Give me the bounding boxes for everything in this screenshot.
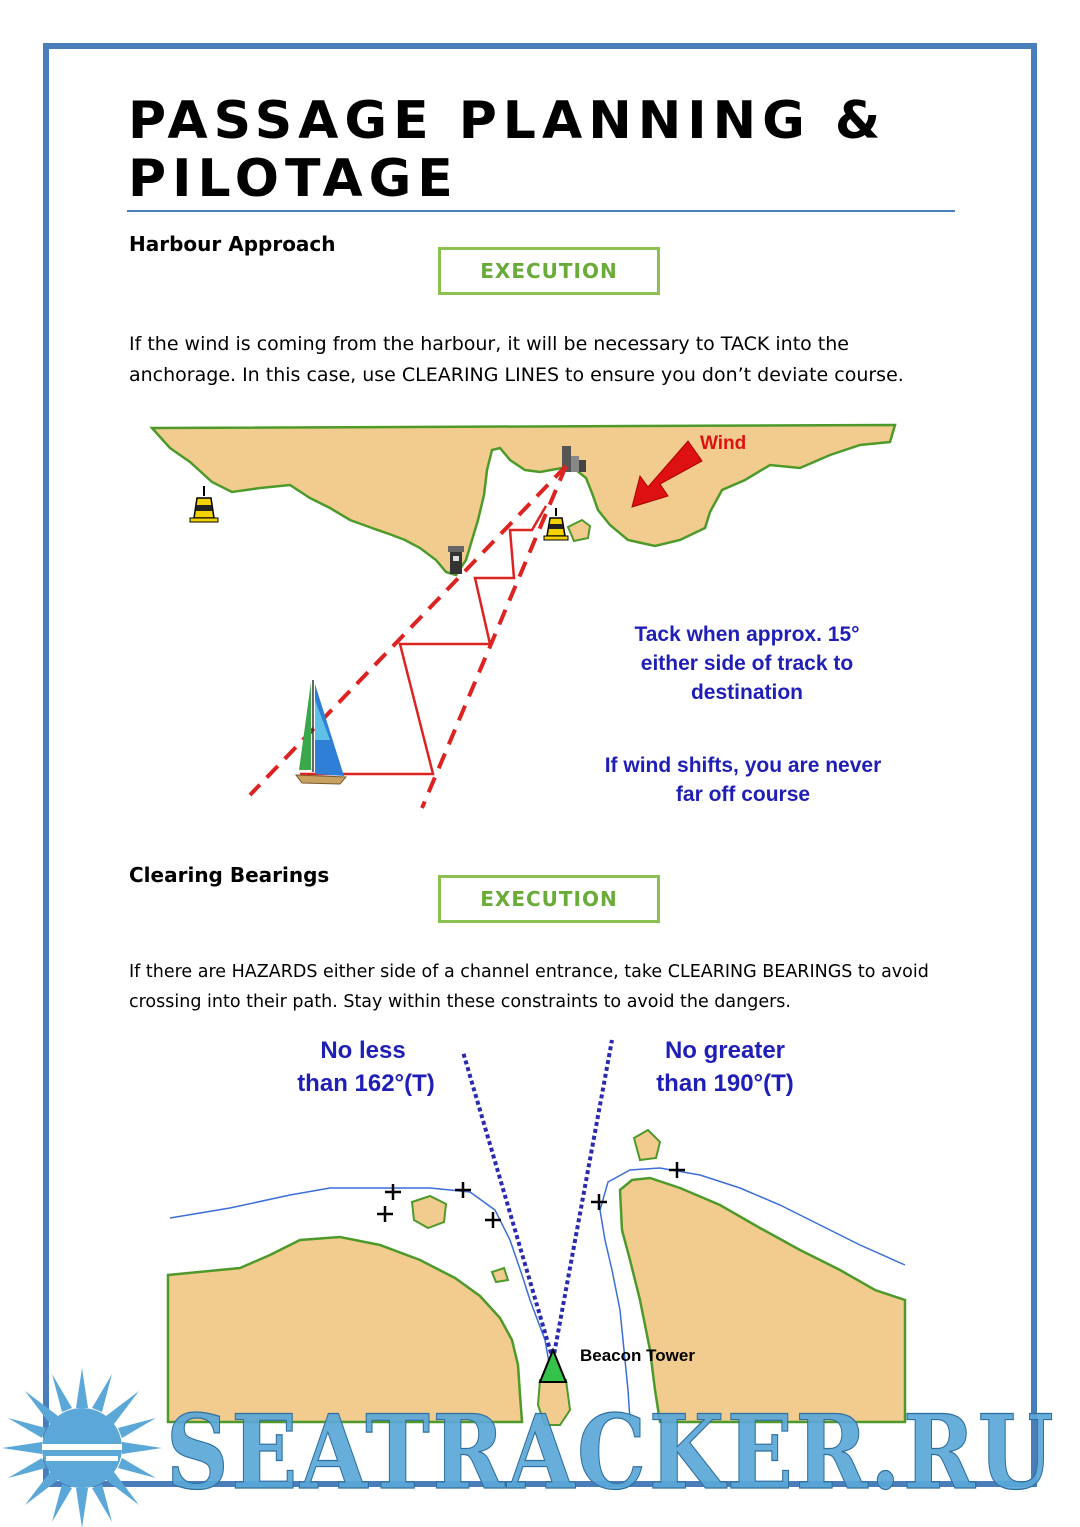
tack-note-line3: destination <box>690 681 804 704</box>
clearing-bearings-paragraph: If there are HAZARDS either side of a channel entrance, take CLEARING BEARINGS to avoid crossing into their path. Stay within these constraints to avoid the dangers. <box>129 962 929 1012</box>
sun-logo-icon <box>2 1368 162 1527</box>
hazard-rock <box>492 1268 508 1282</box>
tack-note-line2: either side of track to <box>640 652 854 675</box>
hazard-rock <box>634 1130 660 1160</box>
harbour-coastline <box>152 425 895 575</box>
harbour-islet <box>568 520 590 541</box>
bearing-162-label-line1: No less <box>320 1037 406 1064</box>
bearing-162-label-line2: than 162°(T) <box>297 1070 435 1097</box>
bearing-190-label-line2: than 190°(T) <box>656 1070 794 1097</box>
hazard-rock <box>412 1196 446 1228</box>
buoy-icon <box>190 486 218 522</box>
lighthouse-icon <box>448 546 464 574</box>
harbour-diagram <box>152 425 895 808</box>
watermark-text: SEATRACKER.RU <box>166 1393 1056 1513</box>
bearing-190-label-line1: No greater <box>664 1037 786 1064</box>
wind-shift-note-line1: If wind shifts, you are never <box>604 754 882 777</box>
buoy-icon <box>544 508 568 540</box>
wind-label: Wind <box>700 433 747 454</box>
beacon-tower-label: Beacon Tower <box>580 1346 695 1365</box>
clearing-bearings-heading: Clearing Bearings <box>129 863 330 887</box>
watermark <box>0 1360 1080 1527</box>
execution-badge-1: EXECUTION <box>438 247 660 295</box>
page-title: PASSAGE PLANNING & PILOTAGE <box>128 91 887 209</box>
tack-note-line1: Tack when approx. 15° <box>634 623 860 646</box>
sailboat-icon <box>296 680 346 784</box>
harbour-approach-heading: Harbour Approach <box>129 232 336 256</box>
wind-shift-note-line2: far off course <box>675 783 811 806</box>
harbour-approach-paragraph: If the wind is coming from the harbour, it will be necessary to TACK into the anchorage. In this case, use CLEARING LINES to ensure you don’t deviate course. <box>129 333 904 386</box>
execution-badge-2: EXECUTION <box>438 875 660 923</box>
